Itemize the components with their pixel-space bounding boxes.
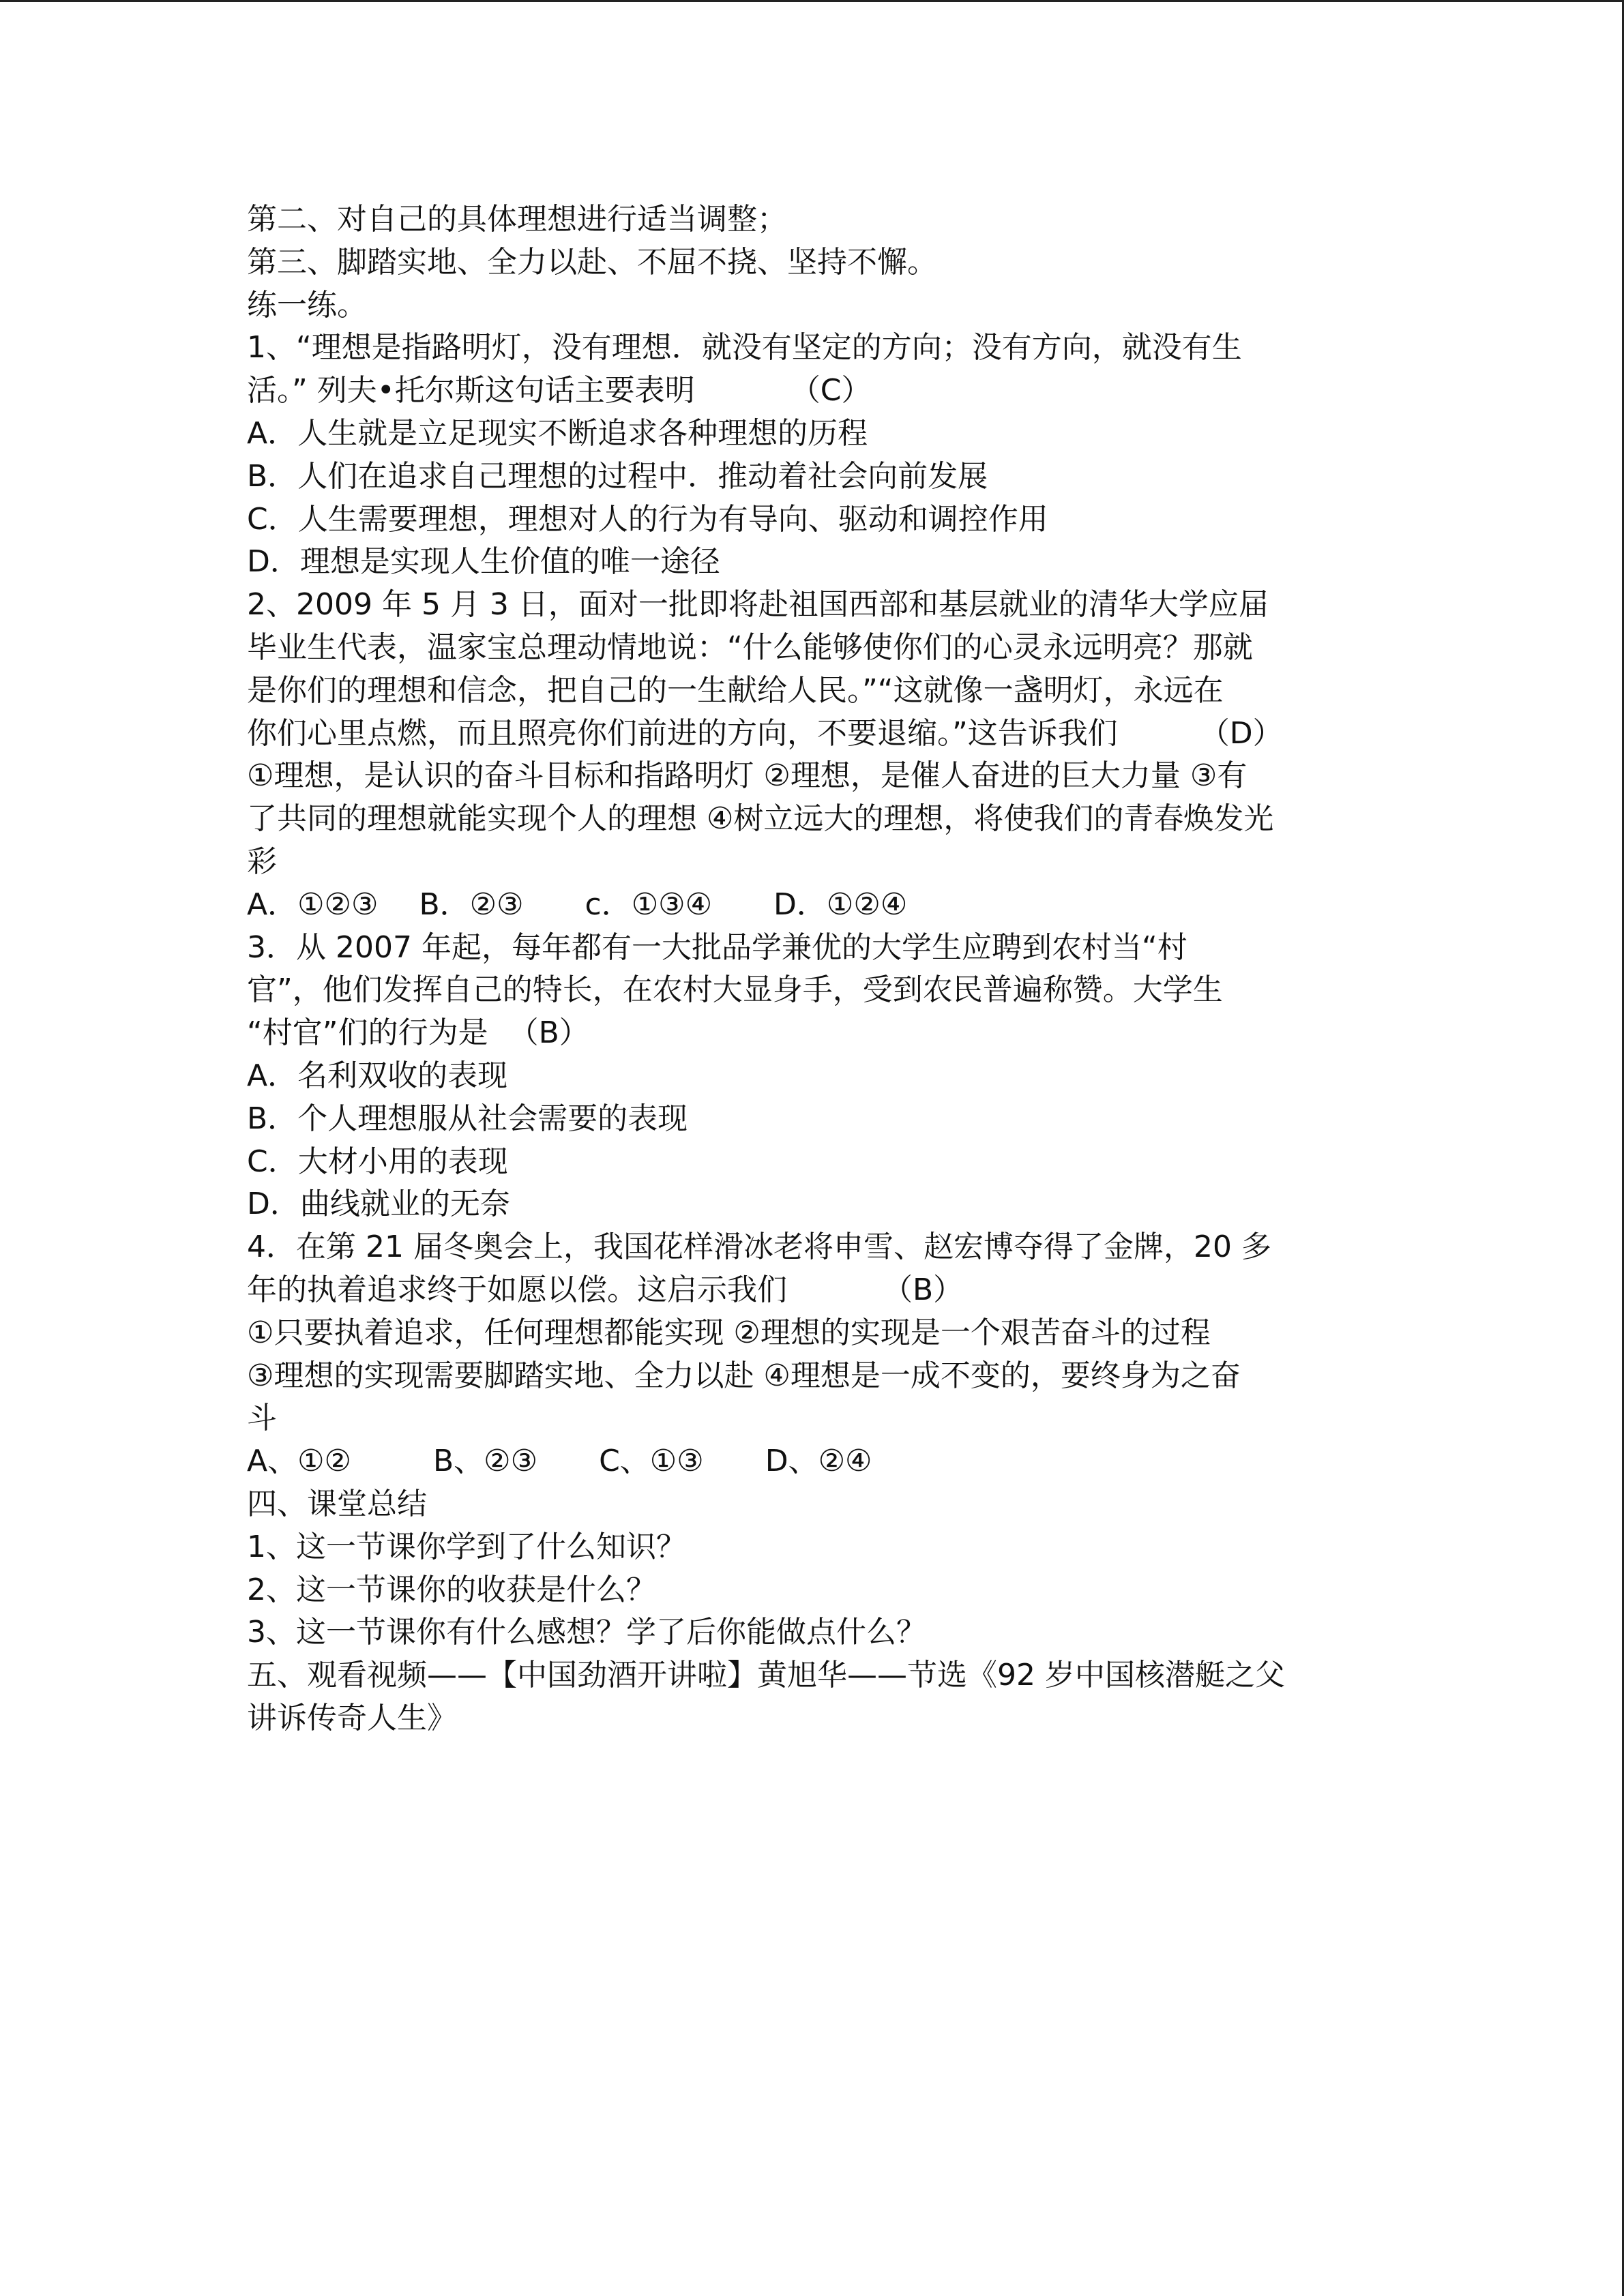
summary-item: 3、这一节课你有什么感想？学了后你能做点什么？ — [247, 1615, 926, 1650]
option-c: C．人生需要理想，理想对人的行为有导向、驱动和调控作用 — [247, 501, 1048, 537]
video-section — [247, 1654, 1383, 1740]
class-summary — [247, 1483, 1383, 1654]
summary-item: 2、这一节课你的收获是什么？ — [247, 1572, 656, 1607]
option-c: C．大材小用的表现 — [247, 1144, 508, 1179]
answer-mark: （B） — [508, 1015, 589, 1051]
question-stem: 2、2009 年 5 月 3 日，面对一批即将赴祖国西部和基层就业的清华大学应届 — [247, 587, 1269, 623]
question-stem-text: 你们心里点燃，而且照亮你们前进的方向，不要退缩。”这告诉我们 — [247, 715, 1118, 751]
option-b: B．个人理想服从社会需要的表现 — [247, 1101, 688, 1136]
question-stem — [247, 1012, 1383, 1055]
question-stem — [247, 1269, 1383, 1312]
option-b: B．人们在追求自己理想的过程中．推动着社会向前发展 — [247, 458, 988, 494]
question-stem: 毕业生代表，温家宝总理动情地说：“什么能够使你们的心灵永远明亮？那就 — [247, 629, 1253, 665]
statement-items: 彩 — [247, 844, 277, 879]
question-stem: 4．在第 21 届冬奥会上，我国花样滑冰老将申雪、赵宏博夺得了金牌，20 多 — [247, 1229, 1271, 1265]
question-3 — [247, 927, 1383, 1227]
option-a: A、①② — [247, 1444, 351, 1479]
option-b: B、②③ — [433, 1444, 538, 1479]
question-4 — [247, 1226, 1383, 1483]
question-1 — [247, 327, 1383, 584]
statement-items: ③理想的实现需要脚踏实地、全力以赴 ④理想是一成不变的，要终身为之奋 — [247, 1358, 1241, 1393]
statement-items: ①理想，是认识的奋斗目标和指路明灯 ②理想，是催人奋进的巨大力量 ③有 — [247, 758, 1247, 794]
question-stem: 1、“理想是指路明灯，没有理想．就没有坚定的方向；没有方向，就没有生 — [247, 330, 1242, 366]
option-a: A．①②③ — [247, 886, 379, 922]
option-b: B．②③ — [419, 886, 524, 922]
option-row — [247, 1440, 1383, 1483]
option-d: D．①②④ — [773, 886, 908, 922]
question-stem — [247, 370, 1383, 413]
question-2 — [247, 584, 1383, 926]
option-d: D．理想是实现人生价值的唯一途径 — [247, 544, 720, 580]
question-stem — [247, 713, 1383, 756]
answer-mark: （C） — [790, 373, 872, 408]
option-d: D．曲线就业的无奈 — [247, 1187, 510, 1222]
question-stem: 是你们的理想和信念，把自己的一生献给人民。”“这就像一盏明灯，永远在 — [247, 672, 1224, 708]
text-line: 讲诉传奇人生》 — [247, 1700, 457, 1735]
answer-mark: （D） — [1199, 715, 1283, 751]
statement-items: 斗 — [247, 1401, 277, 1436]
text-line: 第二、对自己的具体理想进行适当调整； — [247, 202, 787, 237]
question-stem: 官”，他们发挥自己的特长，在农村大显身手，受到农民普遍称赞。大学生 — [247, 972, 1223, 1008]
answer-mark: （B） — [883, 1272, 964, 1307]
statement-items: 了共同的理想就能实现个人的理想 ④树立远大的理想，将使我们的青春焕发光 — [247, 801, 1274, 837]
section-heading: 五、观看视频——【中国劲酒开讲啦】黄旭华——节选《92 岁中国核潜艇之父 — [247, 1658, 1285, 1693]
option-a: A．名利双收的表现 — [247, 1058, 508, 1093]
question-stem-text: “村官”们的行为是 — [247, 1015, 488, 1051]
option-c: C、①③ — [599, 1444, 704, 1479]
question-stem-text: 活。” 列夫•托尔斯这句话主要表明 — [247, 373, 695, 408]
section-heading: 四、课堂总结 — [247, 1486, 427, 1521]
option-a: A．人生就是立足现实不断追求各种理想的历程 — [247, 415, 868, 451]
section-heading: 练一练。 — [247, 287, 367, 323]
text-line: 第三、脚踏实地、全力以赴、不屈不挠、坚持不懈。 — [247, 244, 937, 280]
option-row — [247, 884, 1383, 927]
document-body — [247, 198, 1383, 1740]
question-stem: 3．从 2007 年起，每年都有一大批品学兼优的大学生应聘到农村当“村 — [247, 929, 1187, 965]
statement-items: ①只要执着追求，任何理想都能实现 ②理想的实现是一个艰苦奋斗的过程 — [247, 1315, 1211, 1350]
option-c: c．①③④ — [585, 886, 713, 922]
question-stem-text: 年的执着追求终于如愿以偿。这启示我们 — [247, 1272, 787, 1307]
summary-item: 1、这一节课你学到了什么知识？ — [247, 1529, 686, 1564]
option-d: D、②④ — [765, 1444, 872, 1479]
